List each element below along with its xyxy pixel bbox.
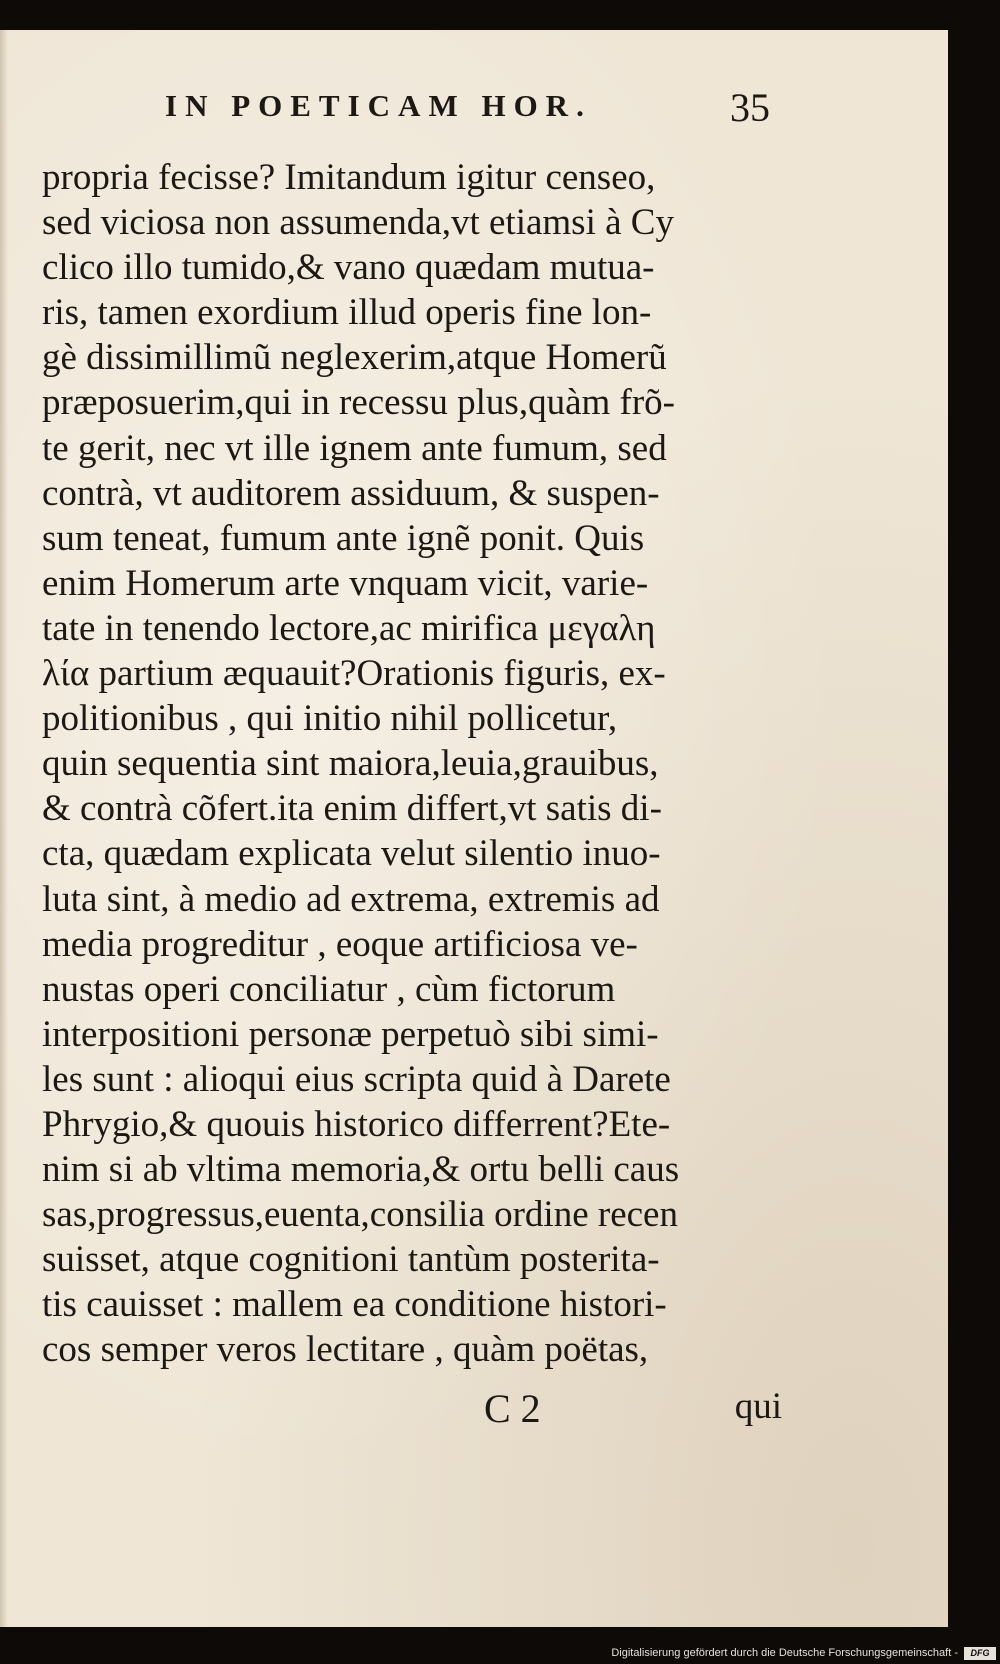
page-edge [0, 30, 8, 1627]
text-line [42, 380, 782, 425]
text-line [42, 1282, 782, 1327]
text-line-content: nustas operi conciliatur , cùm fictorum [42, 968, 616, 1010]
text-line-content: quin sequentia sint maiora,leuia,grauibus, [42, 743, 659, 785]
text-line [42, 606, 782, 651]
text-line [42, 1192, 782, 1237]
text-line-content: & contrà cõfert.ita enim differt,vt satis di- [42, 788, 662, 830]
text-line-content: media progreditur , eoque artificiosa ve- [42, 923, 638, 965]
page-number: 35 [730, 85, 770, 130]
text-line [42, 922, 782, 967]
text-line [42, 651, 782, 696]
text-line-content: tis cauisset : mallem ea conditione histori- [42, 1284, 667, 1326]
body-text [42, 155, 782, 1373]
text-line-content: les sunt : alioqui eius scripta quid à Darete [42, 1058, 671, 1100]
credit-bar [0, 1644, 1000, 1664]
text-line-content: interpositioni personæ perpetuò sibi simi- [42, 1013, 659, 1055]
text-line [42, 696, 782, 741]
text-line [42, 1147, 782, 1192]
text-line [42, 1237, 782, 1282]
text-line [42, 245, 782, 290]
signature-mark: C 2 [484, 1386, 541, 1431]
text-line-content: propria fecisse? Imitandum igitur censeo, [42, 157, 656, 198]
running-head [0, 85, 948, 130]
text-line-content: luta sint, à medio ad extrema, extremis ad [42, 878, 660, 920]
text-line [42, 967, 782, 1012]
text-line [42, 741, 782, 786]
text-line [42, 831, 782, 876]
text-line-content: cta, quædam explicata velut silentio inuo- [42, 833, 661, 875]
book-page [0, 30, 948, 1627]
text-line-content: te gerit, nec vt ille ignem ante fumum, sed [42, 427, 667, 469]
digitization-credit: Digitalisierung gefördert durch die Deutsche Forschungsgemeinschaft - [611, 1647, 958, 1659]
text-line-content: præposuerim,qui in recessu plus,quàm frõ- [42, 382, 675, 424]
text-line [42, 200, 782, 245]
text-line-content: suisset, atque cognitioni tantùm posterita- [42, 1239, 660, 1281]
text-line [42, 1057, 782, 1102]
text-line-content: gè dissimillimũ neglexerim,atque Homerũ [42, 337, 667, 379]
text-line-content: ris, tamen exordium illud operis fine lon- [42, 292, 652, 334]
text-line [42, 426, 782, 471]
text-line-content: sed viciosa non assumenda,vt etiamsi à Cy [42, 202, 674, 244]
text-line-content: enim Homerum arte vnquam vicit, varie- [42, 562, 649, 604]
text-line [42, 1012, 782, 1057]
text-line-content: cos semper veros lectitare , quàm poëtas, [42, 1329, 649, 1371]
catchword: qui [734, 1386, 782, 1427]
text-line-content: λία partium æquauit?Orationis figuris, ex- [42, 653, 666, 695]
text-line-content: nim si ab vltima memoria,& ortu belli caus [42, 1149, 680, 1191]
page-foot [42, 1385, 782, 1435]
text-line [42, 1327, 782, 1372]
text-line-content: Phrygio,& quouis historico differrent?Ete- [42, 1103, 671, 1145]
text-line [42, 877, 782, 922]
text-line-content: clico illo tumido,& vano quædam mutua- [42, 247, 655, 289]
text-line-content: sum teneat, fumum ante ignẽ ponit. Quis [42, 517, 645, 559]
text-line [42, 516, 782, 561]
text-line [42, 155, 782, 200]
text-line-content: tate in tenendo lectore,ac mirifica μεγαλη [42, 607, 656, 649]
text-line [42, 786, 782, 831]
text-line-content: contrà, vt auditorem assiduum, & suspen- [42, 472, 660, 514]
running-title: IN POETICAM HOR. [165, 88, 592, 123]
text-line [42, 335, 782, 380]
text-line [42, 290, 782, 335]
dfg-logo: DFG [964, 1647, 996, 1660]
text-line-content: sas,progressus,euenta,consilia ordine recen [42, 1194, 678, 1236]
text-line-content: politionibus , qui initio nihil pollicetur, [42, 698, 618, 740]
text-line [42, 471, 782, 516]
text-line [42, 561, 782, 606]
text-line [42, 1102, 782, 1147]
